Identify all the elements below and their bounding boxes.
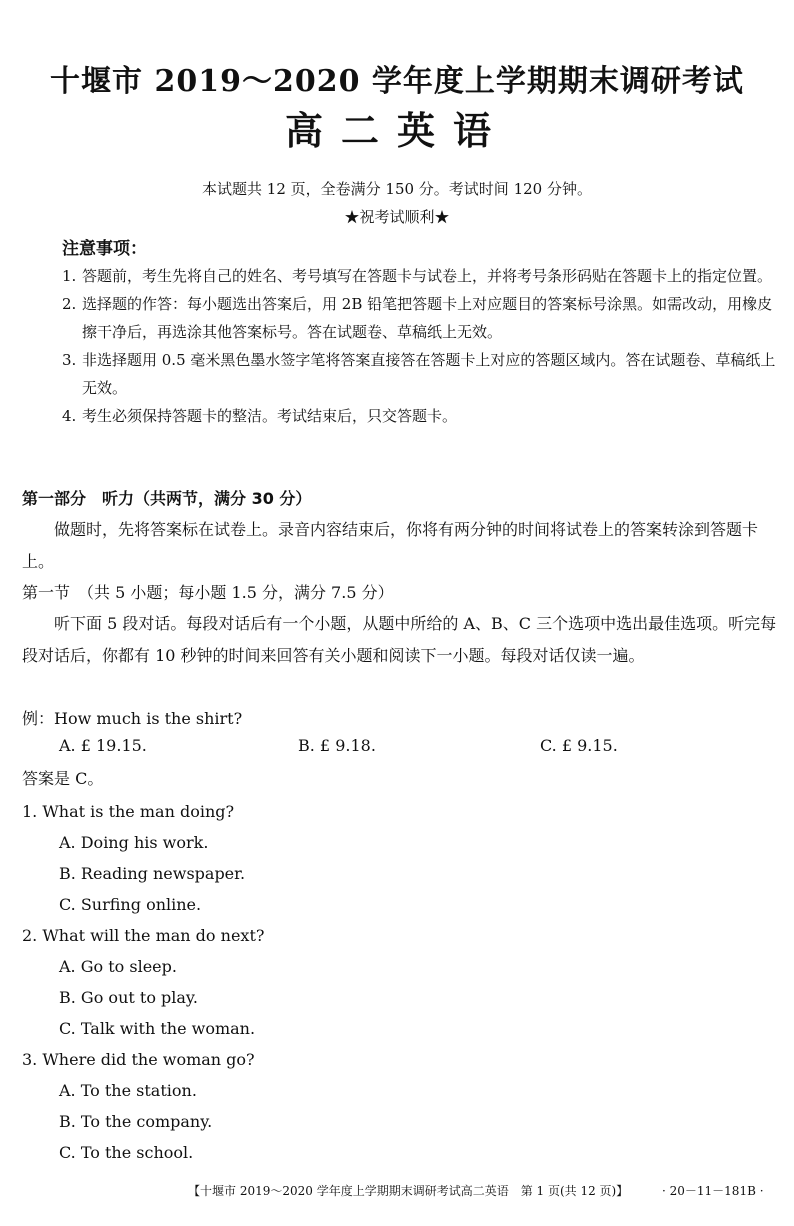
example-option-c: C. £ 9.15. xyxy=(540,736,618,755)
footer-page-info: 【十堰市 2019～2020 学年度上学期期末调研考试高二英语 第 1 页(共 12 页)】 xyxy=(188,1184,629,1198)
answer-option: A. To the station. xyxy=(59,1081,197,1100)
example-option-b: B. £ 9.18. xyxy=(298,736,376,755)
answer-option: C. Surfing online. xyxy=(59,895,202,914)
example-question: 例：How much is the shirt? xyxy=(22,709,243,728)
notice-list xyxy=(62,262,778,430)
notice-item-text: 考生必须保持答题卡的整洁。考试结束后，只交答题卡。 xyxy=(82,407,458,425)
notice-item-number: 4. xyxy=(62,407,77,425)
answer-option: C. To the school. xyxy=(59,1143,194,1162)
answer-option: B. To the company. xyxy=(59,1112,213,1131)
section1-heading: 第一节 （共 5 小题；每小题 1.5 分，满分 7.5 分） xyxy=(22,583,394,602)
answer-option: A. Go to sleep. xyxy=(59,957,177,976)
section1-instruction: 听下面 5 段对话。每段对话后有一个小题，从题中所给的 A、B、C 三个选项中选出最佳选项。听完每段对话后，你都有 10 秒钟的时间来回答有关小题和阅读下一小题。每段对话仅读一遍。 xyxy=(22,614,777,665)
good-luck-line: ★祝考试顺利★ xyxy=(344,208,450,226)
question-text: 3. Where did the woman go? xyxy=(22,1050,255,1069)
exam-intro: 本试题共 12 页，全卷满分 150 分。考试时间 120 分钟。 xyxy=(202,180,592,198)
notice-item-number: 2. xyxy=(62,295,77,313)
example-answer: 答案是 C。 xyxy=(22,769,104,788)
answer-option: B. Go out to play. xyxy=(59,988,198,1007)
footer-code: · 20－11－181B · xyxy=(662,1184,764,1198)
notice-item xyxy=(62,262,778,290)
notice-item-text: 答题前，考生先将自己的姓名、考号填写在答题卡与试卷上，并将考号条形码贴在答题卡上的指定位置。 xyxy=(82,267,773,285)
answer-option: C. Talk with the woman. xyxy=(59,1019,256,1038)
exam-title: 十堰市 2019～2020 学年度上学期期末调研考试 xyxy=(50,64,744,99)
question-text: 1. What is the man doing? xyxy=(22,802,235,821)
question-block xyxy=(22,796,762,1168)
notice-item-number: 3. xyxy=(62,351,77,369)
answer-option: A. Doing his work. xyxy=(59,833,209,852)
example-option-a: A. £ 19.15. xyxy=(59,736,147,755)
notice-item xyxy=(62,402,778,430)
notice-item xyxy=(62,290,778,346)
subject-title: 高二英语 xyxy=(284,108,509,153)
notice-item-number: 1. xyxy=(62,267,77,285)
notice-title: 注意事项： xyxy=(62,239,147,259)
question-text: 2. What will the man do next? xyxy=(22,926,265,945)
part1-heading: 第一部分 听力（共两节，满分 30 分） xyxy=(22,489,312,508)
answer-option: B. Reading newspaper. xyxy=(59,864,246,883)
notice-item xyxy=(62,346,778,402)
notice-item-text: 非选择题用 0.5 毫米黑色墨水签字笔将答案直接答在答题卡上对应的答题区域内。答在试题卷、草稿纸上无效。 xyxy=(82,351,776,397)
notice-item-text: 选择题的作答：每小题选出答案后，用 2B 铅笔把答题卡上对应题目的答案标号涂黑。如需改动，用橡皮擦干净后，再选涂其他答案标号。答在试题卷、草稿纸上无效。 xyxy=(82,295,773,341)
part1-instruction: 做题时，先将答案标在试卷上。录音内容结束后，你将有两分钟的时间将试卷上的答案转涂到答题卡上。 xyxy=(22,520,759,571)
